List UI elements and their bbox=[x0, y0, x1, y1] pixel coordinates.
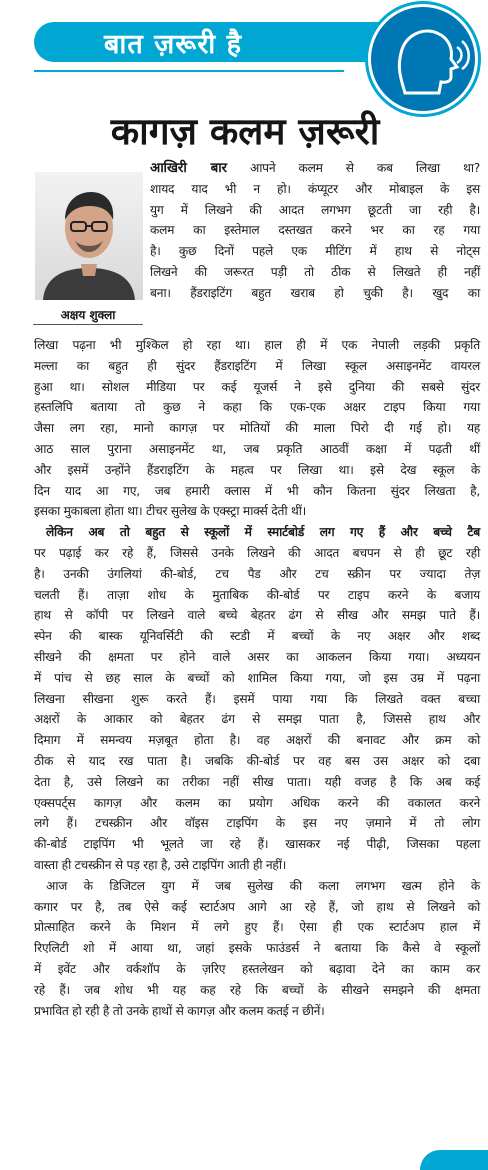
text-line: ठीक से याद रख पाता है। जबकि की-बोर्ड पर वह बस उस अक्षर को दबा bbox=[34, 753, 480, 768]
text-line: एक्सपर्ट्स कागज़ और कलम का प्रयोग अधिक करने की वकालत करने bbox=[34, 795, 480, 810]
text-line: की-बोर्ड टाइपिंग भी भूलते जा रहे हैं। खासकर नई पीढ़ी, जिसका पहला bbox=[34, 837, 480, 852]
text-line: कलम का इस्तेमाल दस्तखत करने भर का रह गया bbox=[150, 223, 480, 238]
text-line: वास्ता ही टचस्क्रीन से पड़ रहा है, उसे टाइपिंग आती ही नहीं। bbox=[34, 857, 287, 872]
text-line: स्पेन की बास्क यूनिवर्सिटी की स्टडी में बच्चों के नए अक्षर और शब्द bbox=[34, 629, 480, 644]
text-line: देता है, उसे लिखने का तरीका नहीं सीख पाता। यही वजह है कि अब कई bbox=[34, 774, 480, 789]
text-line: हस्तलिपि बताया तो कुछ ने कहा कि एक-एक अक्षर टाइप किया गया bbox=[34, 400, 480, 415]
text-line: बना। हैंडराइटिंग बहुत खराब हो चुकी है। खुद का bbox=[150, 285, 480, 300]
text-line: आज के डिजिटल युग में जब सुलेख की कला लगभग खत्म होने के bbox=[46, 878, 480, 893]
text-line: हाथ से कॉपी पर लिखने वाले बच्चे बेहतर ढंग से सीख और समझ पाते हैं। bbox=[34, 608, 480, 623]
text-line: इसका मुकाबला होता था। टीचर सुलेख के एक्स्ट्रा मार्क्स देती थीं। bbox=[34, 504, 307, 519]
lead-phrase: आखिरी बार bbox=[150, 160, 227, 176]
text-line: शायद याद भी न हो। कंप्यूटर और मोबाइल के इस bbox=[150, 181, 480, 196]
text-line: अक्षरों के आकार को बेहतर ढंग से समझ पाता है, जिससे हाथ और bbox=[34, 712, 480, 727]
text-line: लगे हैं। टचस्क्रीन और वॉइस टाइपिंग के इस नए ज़माने में तो लोग bbox=[34, 816, 480, 831]
text-line: जैसा लग रहा, मानो कागज़ पर मोतियों की माला पिरो दी गई हो। यह bbox=[34, 421, 480, 436]
text-line: और इसमें उन्होंने हैंडराइटिंग के महत्व पर लिखा था। इसे देख स्कूल के bbox=[34, 462, 480, 477]
text-line: रिएलिटी शो में आया था, जहां इसके फाउंडर्स ने बताया कि कैसे वे स्कूलों bbox=[34, 941, 480, 956]
text-line: सीखने की क्षमता पर होने वाले असर का आकलन किया गया। अध्ययन bbox=[34, 649, 480, 664]
corner-decoration bbox=[420, 1150, 488, 1170]
author-photo bbox=[35, 172, 143, 300]
text-line: में पांच से छह साल के बच्चों को शामिल किया गया, जो इस उम्र में पढ़ना bbox=[34, 670, 480, 685]
text-line: है। कुछ दिनों पहले एक मीटिंग में हाथ से नोट्स bbox=[150, 244, 480, 259]
text-line: प्रभावित हो रही है तो उनके हाथों से कागज़ और कलम कतई न छीनें। bbox=[34, 1003, 325, 1018]
text-line: लेकिन अब तो बहुत से स्कूलों में स्मार्टबोर्ड लग गए हैं और बच्चे टैब bbox=[46, 525, 480, 540]
text-line: लिखा पढ़ना भी मुश्किल हो रहा था। हाल ही में एक नेपाली लड़की प्रकृति bbox=[34, 338, 480, 352]
text-line: युग में लिखने की आदत लगभग छूटती जा रही है। bbox=[150, 202, 480, 217]
column-title: बात ज़रूरी है bbox=[104, 29, 242, 60]
text-line: आठ साल पुराना असाइनमेंट था, जब प्रकृति आठवीं कक्षा में पढ़ती थीं bbox=[34, 441, 480, 456]
article-intro bbox=[150, 158, 480, 304]
text-line: मल्ला का बहुत ही सुंदर हैंडराइटिंग में लिखा स्कूल असाइनमेंट वायरल bbox=[34, 358, 480, 373]
talking-head-icon bbox=[368, 4, 478, 114]
text-line: दिन याद आ गए, जब हमारी क्लास में भी कौन कितना सुंदर लिखता है, bbox=[34, 483, 480, 498]
caption-rule bbox=[33, 324, 143, 325]
text-line: लिखने की जरूरत पड़ी तो ठीक से लिखते ही नहीं bbox=[150, 264, 480, 279]
text-line: लिखना सीखना शुरू करते हैं। इसमें पाया गया कि लिखते वक्त बच्चा bbox=[34, 691, 480, 706]
text-line: कगार पर है, तब ऐसे कई स्टार्टअप आगे आ रहे हैं, जो हाथ से लिखने को bbox=[34, 899, 480, 914]
headline: कागज़ कलम ज़रूरी bbox=[110, 110, 380, 153]
text-line: दिमाग में समन्वय मज़बूत होता है। वह अक्षरों की बनावट और क्रम को bbox=[34, 733, 480, 748]
text-line: आखिरी बार आपने कलम से कब लिखा था? bbox=[150, 160, 480, 176]
text-line: प्रोत्साहित करने के मिशन में लगे हुए हैं। ऐसा ही एक स्टार्टअप हाल में bbox=[34, 920, 481, 935]
text-line: रहे हैं। जब शोध भी यह कह रहे कि बच्चों के सीखने समझने की क्षमता bbox=[34, 982, 480, 997]
text-line: है। उनकी उंगलियां की-बोर्ड, टच पैड और टच स्क्रीन पर ज्यादा तेज़ bbox=[34, 566, 480, 581]
banner-underline bbox=[34, 70, 344, 72]
text-line: चलती हैं। ताज़ा शोध के मुताबिक की-बोर्ड पर टाइप करने के बजाय bbox=[34, 587, 480, 602]
author-name: अक्षय शुक्ला bbox=[60, 308, 116, 322]
text-line: पर पढ़ाई कर रहे हैं, जिससे उनके लिखने की आदत बचपन से ही छूट रही bbox=[34, 545, 480, 560]
text-line: में इवेंट और वर्कशॉप के ज़रिए हस्तलेखन को बढ़ावा देने का काम कर bbox=[34, 961, 480, 976]
article-body bbox=[34, 335, 480, 1021]
text-line: हुआ था। सोशल मीडिया पर कई यूजर्स ने इसे दुनिया की सबसे सुंदर bbox=[34, 379, 480, 394]
